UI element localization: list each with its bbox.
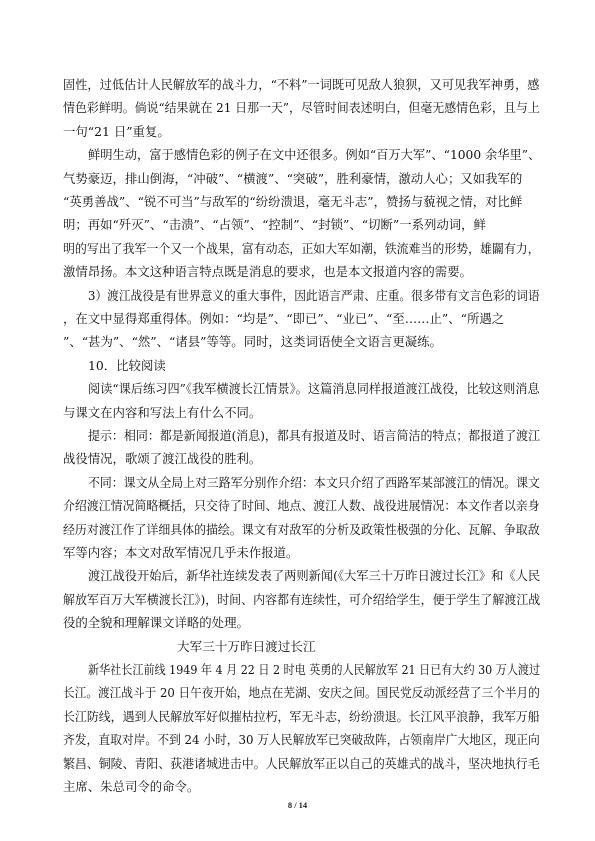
text-line: 固性，过低估计人民解放军的战斗力，“不料”一词既可见敌人狼狈，又可见我军神勇，感 (63, 77, 540, 92)
text-line: 提示：相同：都是新闻报道(消息)，都具有报道及时、语言简洁的特点；都报道了渡江 (88, 428, 541, 443)
text-line: 经历对渡江作了详细具体的描绘。课文有对敌军的分析及政策性极强的分化、瓦解、争取敌 (63, 521, 540, 537)
text-line: “英勇善战”、“锐不可当”与敌军的“纷纷溃退，毫无斗志”，赞扬与藐视之情，对比鲜 (63, 194, 523, 209)
text-line: 战役情况，歌颂了渡江战役的胜利。 (63, 451, 262, 467)
text-line: 长江防线，遇到人民解放军好似摧枯拉朽，军无斗志，纷纷溃退。长江风平浪静，我军万船 (63, 708, 540, 724)
text-line: 长江。渡江战斗于 20 日午夜开始，地点在芜湖、安庆之间。国民党反动派经营了三个半月的 (63, 685, 540, 701)
article-title: 大军三十万昨日渡过长江 (177, 638, 316, 654)
text-line: 明；再如“歼灭”、“击溃”、“占领”、“控制”、“封锁”、“切断”一系列动词，鲜 (63, 217, 486, 233)
text-line: 情色彩鲜明。倘说“结果就在 21 日那一天”，尽管时间表述明白，但毫无感情色彩，且与上 (63, 100, 540, 116)
section-heading: 10．比较阅读 (88, 357, 166, 373)
text-line: 鲜明生动，富于感情色彩的例子在文中还很多。例如“百万大军”、“1000 余华里”、 (88, 147, 541, 163)
text-line: 役的全貌和理解课文详略的处理。 (63, 615, 249, 631)
text-line: 主席、朱总司令的命令。 (63, 779, 200, 794)
text-line: 气势豪迈，排山倒海，“冲破”、“横渡”、“突破”，胜利豪情，激动人心；又如我军的 (63, 170, 523, 186)
text-line: 阅读“课后练习四”《我军横渡长江情景》。这篇消息同样报道渡江战役，比较这则消息 (88, 381, 540, 397)
text-line: 介绍渡江情况简略概括，只交待了时间、地点、渡江人数、战役进展情况：本文作者以亲身 (63, 498, 540, 514)
text-line: 不同：课文从全局上对三路军分别作介绍：本文只介绍了西路军某部渡江的情况。课文 (88, 474, 540, 490)
page-number: 8 / 14 (287, 800, 308, 810)
text-line: 明的写出了我军一个又一个战果，富有动态，正如大军如潮，铁流难当的形势，雄闢有力， (63, 240, 540, 256)
text-line: ”、“甚为”、“然”、“诸县”等等。同时，这类词语使全文语言更凝练。 (63, 334, 442, 350)
text-line: 与课文在内容和写法上有什么不同。 (63, 404, 262, 420)
text-line: 繁昌、铜陵、青阳、荻港诸城进击中。人民解放军正以自己的英雄式的战斗，坚决地执行毛 (63, 755, 540, 771)
text-line: 新华社长江前线 1949 年 4 月 22 日 2 时电 英勇的人民解放军 21 日已有大约 30 万人渡过 (88, 662, 541, 677)
text-line: 军等内容；本文对敌军情况几乎未作报道。 (63, 545, 299, 560)
text-line: 激情昂扬。本文这种语言特点既是消息的要求，也是本文报道内容的需要。 (63, 264, 472, 280)
text-line: 齐发，直取对岸。不到 24 小时，30 万人民解放军已突破敌阵，占领南岸广大地区，现正向 (63, 732, 540, 748)
text-line: 解放军百万大军横渡长江》)，时间、内容都有连续性，可介绍给学生，便于学生了解渡江战 (63, 591, 541, 607)
text-line: ，在文中显得郑重得体。例如：“均是”、“即已”、“业已”、“至……止”、“所遇之 (63, 311, 505, 326)
text-line: 3）渡江战役是有世界意义的重大事件，因此语言严肃、庄重。很多带有文言色彩的词语 (88, 287, 540, 303)
text-line: 一句“21 日”重复。 (63, 123, 170, 139)
text-line: 渡江战役开始后，新华社连续发表了两则新闻(《大军三十万昨日渡过长江》和《人民 (88, 568, 541, 584)
